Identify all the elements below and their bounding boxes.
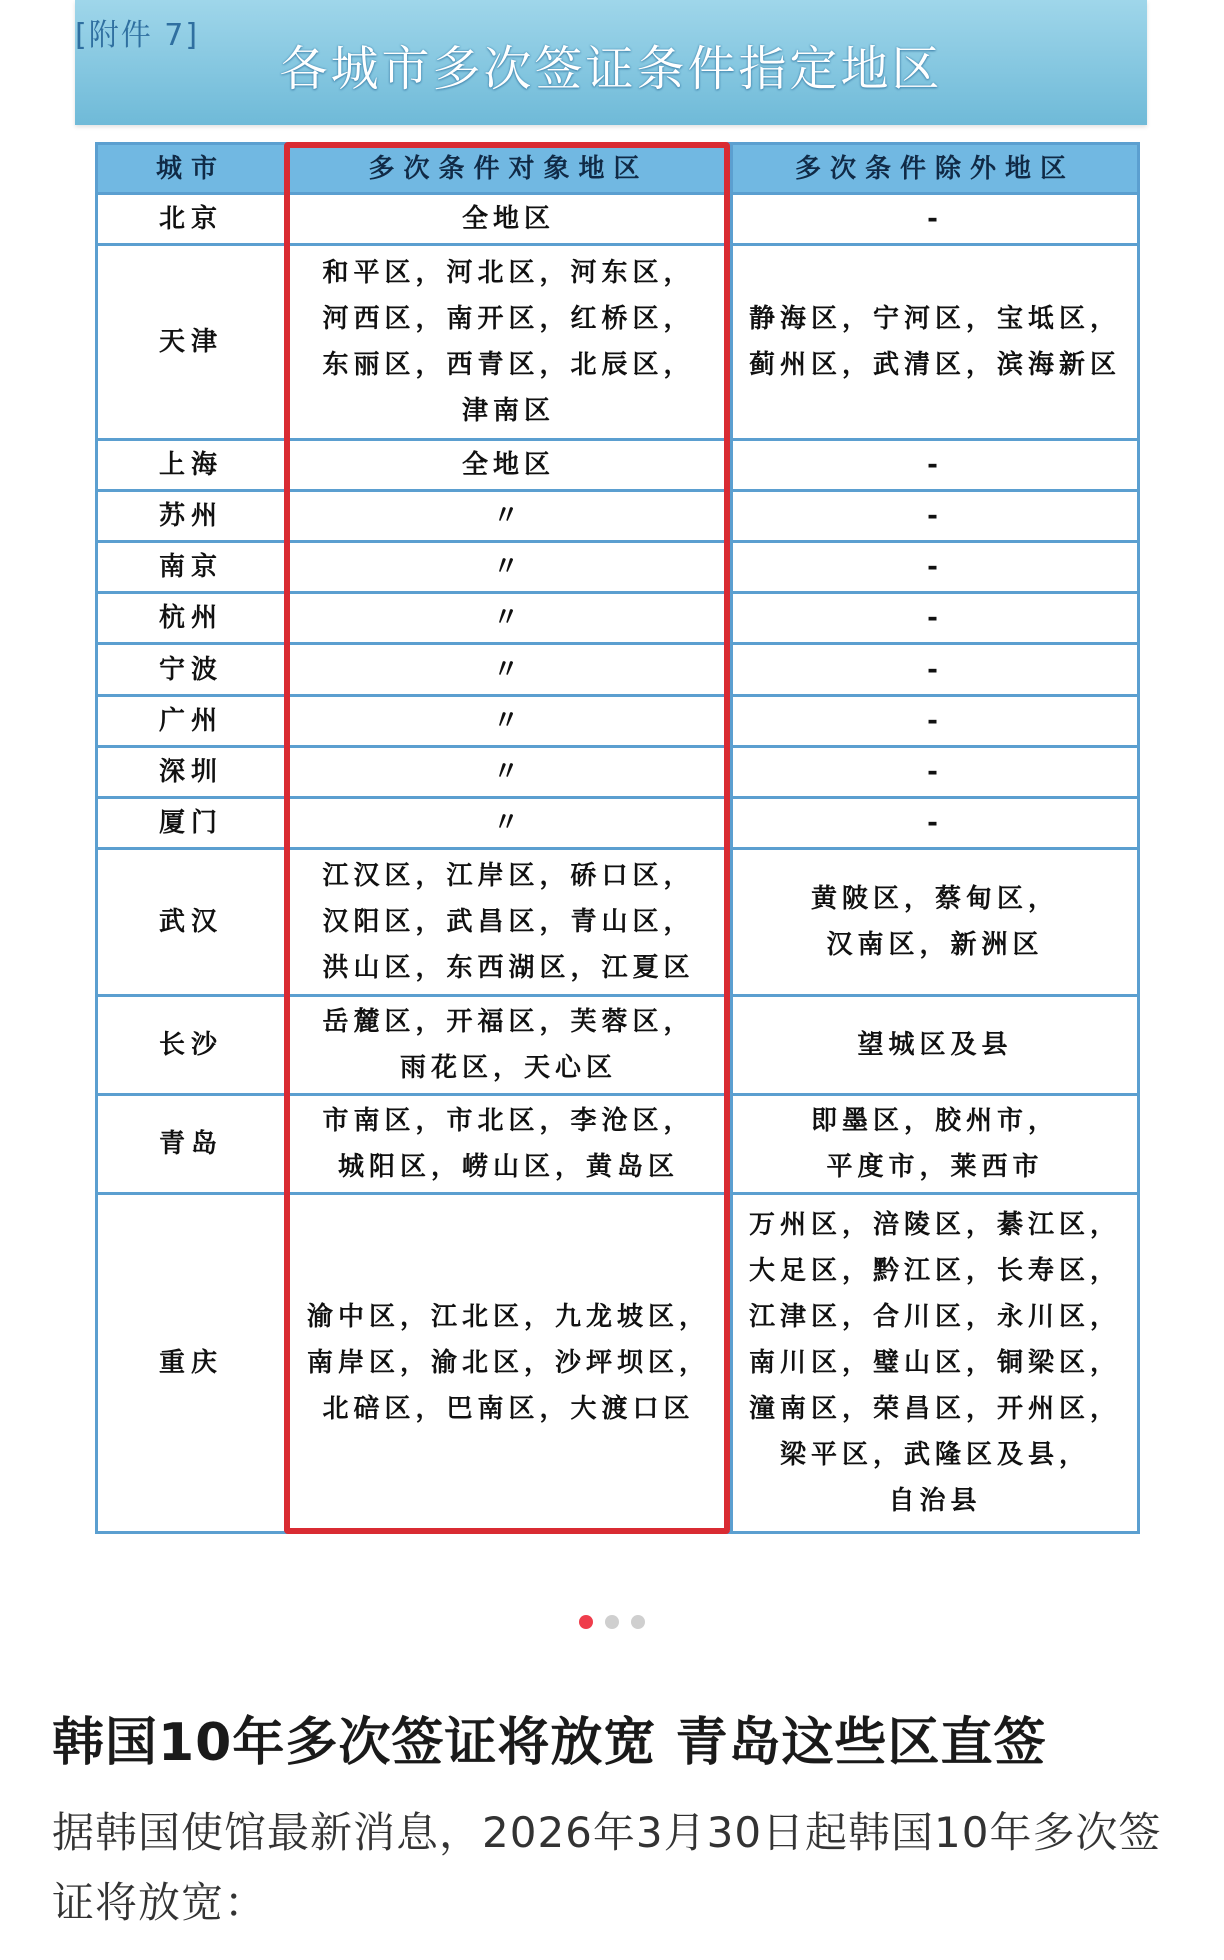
target-region-line: 雨花区，天心区	[399, 1052, 617, 1083]
excluded-region-line: -	[927, 450, 943, 481]
excluded-regions-cell	[732, 848, 1139, 995]
target-region-line: 渝中区，江北区，九龙坡区，	[306, 1302, 710, 1332]
target-region-line: 市南区，市北区，李沧区，	[322, 1105, 695, 1136]
target-regions-cell	[286, 644, 732, 695]
excluded-region-line: 江津区，合川区，永川区，	[748, 1302, 1121, 1332]
city-cell: 宁波	[97, 644, 286, 695]
title-banner	[75, 0, 1147, 125]
header-excluded-regions: 多次条件除外地区	[732, 144, 1139, 194]
excluded-regions-cell	[732, 1194, 1139, 1533]
table-row	[97, 746, 1139, 797]
table-row	[97, 695, 1139, 746]
article-title: 韩国10年多次签证将放宽 青岛这些区直签	[52, 1713, 1047, 1773]
target-regions-cell	[286, 194, 732, 245]
header-target-regions: 多次条件对象地区	[286, 144, 732, 194]
target-regions-cell	[286, 440, 732, 491]
table-row	[97, 440, 1139, 491]
target-region-line: 东丽区，西青区，北辰区，	[322, 350, 695, 381]
city-cell: 上海	[97, 440, 286, 491]
target-region-line: 城阳区，崂山区，黄岛区	[337, 1151, 679, 1182]
target-region-line: 〃	[492, 654, 524, 685]
carousel-dot[interactable]	[605, 1615, 619, 1629]
target-region-line: 全地区	[461, 450, 555, 481]
target-regions-cell	[286, 245, 732, 440]
excluded-region-line: -	[927, 204, 943, 235]
table-header-row	[97, 144, 1139, 194]
table-row	[97, 491, 1139, 542]
excluded-regions-cell	[732, 542, 1139, 593]
excluded-regions-cell	[732, 245, 1139, 440]
excluded-region-line: -	[927, 654, 943, 685]
target-region-line: 洪山区，东西湖区，江夏区	[322, 952, 695, 983]
target-region-line: 北碚区，巴南区，大渡口区	[322, 1394, 695, 1424]
city-cell: 青岛	[97, 1094, 286, 1193]
city-cell: 苏州	[97, 491, 286, 542]
excluded-regions-cell	[732, 746, 1139, 797]
city-cell: 广州	[97, 695, 286, 746]
excluded-regions-cell	[732, 593, 1139, 644]
target-region-line: 〃	[492, 501, 524, 532]
target-regions-cell	[286, 542, 732, 593]
attachment-label: [附件 7]	[75, 18, 200, 53]
excluded-region-line: 静海区，宁河区，宝坻区，	[748, 304, 1121, 335]
city-cell: 南京	[97, 542, 286, 593]
excluded-region-line: 南川区，璧山区，铜梁区，	[748, 1348, 1121, 1378]
excluded-region-line: 潼南区，荣昌区，开州区，	[748, 1394, 1121, 1424]
target-region-line: 南岸区，渝北区，沙坪坝区，	[306, 1348, 710, 1378]
excluded-region-line: -	[927, 756, 943, 787]
target-region-line: 〃	[492, 552, 524, 583]
excluded-region-line: 万州区，涪陵区，綦江区，	[748, 1210, 1121, 1240]
carousel-indicator	[0, 1614, 1224, 1633]
table-row	[97, 644, 1139, 695]
target-region-line: 〃	[492, 705, 524, 736]
city-cell: 长沙	[97, 995, 286, 1094]
city-cell: 重庆	[97, 1194, 286, 1533]
city-cell: 北京	[97, 194, 286, 245]
table-row	[97, 1194, 1139, 1533]
table-body	[97, 194, 1139, 1533]
table-row	[97, 593, 1139, 644]
target-region-line: 津南区	[461, 396, 555, 427]
excluded-region-line: 蓟州区，武清区，滨海新区	[748, 350, 1121, 381]
excluded-regions-cell	[732, 995, 1139, 1094]
banner-title: 各城市多次签证条件指定地区	[279, 41, 943, 97]
excluded-region-line: -	[927, 807, 943, 838]
table-row	[97, 194, 1139, 245]
excluded-region-line: 黄陂区，蔡甸区，	[810, 883, 1059, 914]
target-regions-cell	[286, 797, 732, 848]
visa-region-table	[95, 142, 1140, 1534]
target-region-line: 〃	[492, 807, 524, 838]
excluded-regions-cell	[732, 194, 1139, 245]
target-region-line: 河西区，南开区，红桥区，	[322, 304, 695, 335]
carousel-dot[interactable]	[579, 1615, 593, 1629]
excluded-regions-cell	[732, 644, 1139, 695]
excluded-region-line: -	[927, 501, 943, 532]
target-region-line: 汉阳区，武昌区，青山区，	[322, 906, 695, 937]
target-region-line: 全地区	[461, 204, 555, 235]
city-cell: 武汉	[97, 848, 286, 995]
target-region-line: 〃	[492, 603, 524, 634]
target-regions-cell	[286, 995, 732, 1094]
table-row	[97, 995, 1139, 1094]
table-row	[97, 245, 1139, 440]
article-body: 据韩国使馆最新消息，2026年3月30日起韩国10年多次签证将放宽：	[52, 1808, 1162, 1927]
table-row	[97, 797, 1139, 848]
excluded-regions-cell	[732, 440, 1139, 491]
excluded-regions-cell	[732, 695, 1139, 746]
excluded-regions-cell	[732, 1094, 1139, 1193]
excluded-region-line: 即墨区，胶州市，	[810, 1105, 1059, 1136]
excluded-region-line: -	[927, 705, 943, 736]
excluded-region-line: -	[927, 552, 943, 583]
excluded-region-line: -	[927, 603, 943, 634]
excluded-region-line: 大足区，黔江区，长寿区，	[748, 1256, 1121, 1286]
carousel-dot[interactable]	[631, 1615, 645, 1629]
excluded-region-line: 平度市，莱西市	[826, 1151, 1044, 1182]
excluded-regions-cell	[732, 797, 1139, 848]
excluded-region-line: 望城区及县	[857, 1029, 1013, 1060]
city-cell: 厦门	[97, 797, 286, 848]
target-regions-cell	[286, 593, 732, 644]
target-regions-cell	[286, 848, 732, 995]
table-row	[97, 848, 1139, 995]
target-region-line: 江汉区，江岸区，硚口区，	[322, 860, 695, 891]
table-row	[97, 542, 1139, 593]
target-region-line: 〃	[492, 756, 524, 787]
excluded-regions-cell	[732, 491, 1139, 542]
target-region-line: 岳麓区，开福区，芙蓉区，	[322, 1006, 695, 1037]
target-regions-cell	[286, 695, 732, 746]
target-regions-cell	[286, 1094, 732, 1193]
city-cell: 杭州	[97, 593, 286, 644]
excluded-region-line: 梁平区，武隆区及县，	[779, 1440, 1090, 1470]
header-city: 城市	[97, 144, 286, 194]
city-cell: 天津	[97, 245, 286, 440]
city-cell: 深圳	[97, 746, 286, 797]
excluded-region-line: 自治县	[888, 1486, 982, 1516]
excluded-region-line: 汉南区，新洲区	[826, 929, 1044, 960]
target-regions-cell	[286, 1194, 732, 1533]
target-regions-cell	[286, 491, 732, 542]
target-regions-cell	[286, 746, 732, 797]
table-row	[97, 1094, 1139, 1193]
target-region-line: 和平区，河北区，河东区，	[322, 258, 695, 289]
